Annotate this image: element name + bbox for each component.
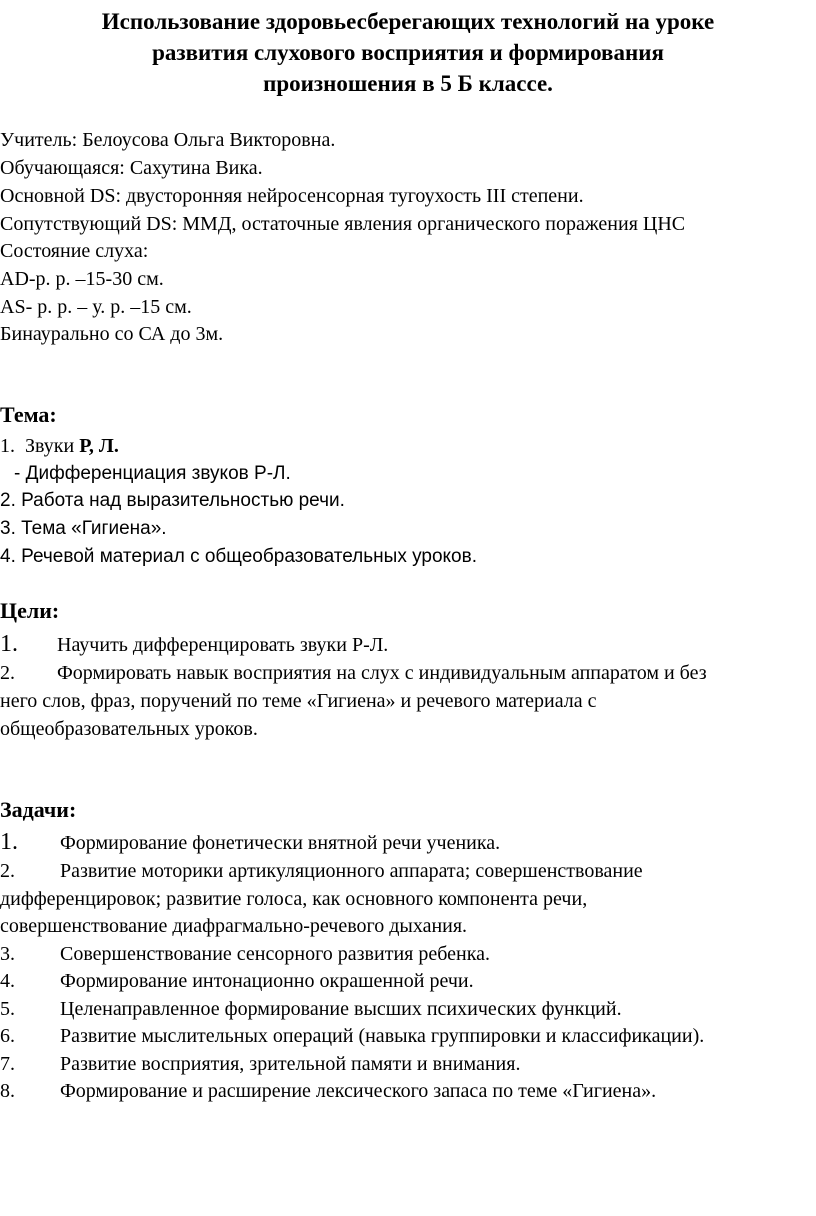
zadachi-item-8-num: 8. bbox=[0, 1080, 15, 1102]
zadachi-item-3-num: 3. bbox=[0, 943, 15, 965]
zadachi-heading: Задачи: bbox=[0, 797, 77, 822]
celi-item-2-line-2: него слов, фраз, поручений по теме «Гигиена» и речевого материала с bbox=[0, 690, 597, 712]
celi-item-2-line-1: Формировать навык восприятия на слух с индивидуальным аппаратом и без bbox=[57, 662, 707, 684]
tema-sub-item: - Дифференциация звуков Р-Л. bbox=[14, 463, 291, 484]
tema-item-2: 2. Работа над выразительностью речи. bbox=[0, 490, 345, 511]
celi-item-1 bbox=[0, 631, 388, 658]
zadachi-item-5 bbox=[0, 996, 622, 1022]
zadachi-item-1-text: Формирование фонетически внятной речи ученика. bbox=[60, 832, 501, 854]
tema-item-1-text: Звуки bbox=[25, 435, 80, 457]
zadachi-item-4 bbox=[0, 968, 474, 994]
tema-item-3: 3. Тема «Гигиена». bbox=[0, 518, 167, 539]
zadachi-item-7-num: 7. bbox=[0, 1053, 15, 1075]
zadachi-item-6-num: 6. bbox=[0, 1025, 15, 1047]
zadachi-item-7 bbox=[0, 1051, 520, 1077]
celi-heading: Цели: bbox=[0, 598, 60, 623]
student-line: Обучающаяся: Сахутина Вика. bbox=[0, 157, 263, 179]
celi-item-2 bbox=[0, 660, 707, 686]
ad-hearing-line: AD-р. р. –15-30 см. bbox=[0, 268, 164, 290]
zadachi-item-8 bbox=[0, 1078, 656, 1104]
teacher-line: Учитель: Белоусова Ольга Викторовна. bbox=[0, 129, 336, 151]
zadachi-item-4-text: Формирование интонационно окрашенной речи. bbox=[60, 970, 474, 992]
tema-item-1-bold: Р, Л. bbox=[79, 435, 119, 457]
zadachi-item-7-text: Развитие восприятия, зрительной памяти и внимания. bbox=[60, 1053, 521, 1075]
as-hearing-line: AS- р. р. – у. р. –15 см. bbox=[0, 296, 192, 318]
zadachi-item-6 bbox=[0, 1023, 704, 1049]
binaural-line: Бинаурально со СА до 3м. bbox=[0, 323, 224, 345]
zadachi-item-6-text: Развитие мыслительных операций (навыка группировки и классификации). bbox=[60, 1025, 705, 1047]
celi-item-2-num: 2. bbox=[0, 662, 15, 684]
zadachi-item-2-text: Развитие моторики артикуляционного аппарата; совершенствование bbox=[60, 860, 643, 882]
zadachi-item-2-cont-2: совершенствование диафрагмально-речевого дыхания. bbox=[0, 915, 468, 937]
celi-item-2-line-3: общеобразовательных уроков. bbox=[0, 718, 258, 740]
title-line-2: развития слухового восприятия и формирования bbox=[152, 40, 664, 65]
zadachi-item-4-num: 4. bbox=[0, 970, 15, 992]
tema-item-4: 4. Речевой материал с общеобразовательных уроков. bbox=[0, 546, 477, 567]
tema-item-1-num: 1. bbox=[0, 435, 15, 457]
title-line-3: произношения в 5 Б классе. bbox=[263, 71, 553, 96]
zadachi-item-8-text: Формирование и расширение лексического запаса по теме «Гигиена». bbox=[60, 1080, 657, 1102]
secondary-diagnosis-line: Сопутствующий DS: ММД, остаточные явления органического поражения ЦНС bbox=[0, 213, 686, 235]
tema-item-1 bbox=[0, 433, 119, 459]
document-title bbox=[0, 6, 816, 99]
zadachi-item-1 bbox=[0, 829, 500, 856]
celi-item-1-num: 1. bbox=[0, 631, 18, 657]
zadachi-item-3 bbox=[0, 941, 490, 967]
zadachi-item-2 bbox=[0, 858, 643, 884]
celi-item-1-text: Научить дифференцировать звуки Р-Л. bbox=[57, 634, 389, 656]
zadachi-item-2-cont-1: дифференцировок; развитие голоса, как основного компонента речи, bbox=[0, 888, 588, 910]
zadachi-item-5-num: 5. bbox=[0, 998, 15, 1020]
zadachi-item-5-text: Целенаправленное формирование высших психических функций. bbox=[60, 998, 622, 1020]
main-diagnosis-line: Основной DS: двусторонняя нейросенсорная тугоухость III степени. bbox=[0, 185, 584, 207]
tema-heading: Тема: bbox=[0, 402, 57, 427]
zadachi-item-1-num: 1. bbox=[0, 829, 18, 855]
title-line-1: Использование здоровьесберегающих технологий на уроке bbox=[101, 9, 715, 34]
zadachi-item-3-text: Совершенствование сенсорного развития ребенка. bbox=[60, 943, 490, 965]
hearing-state-label: Состояние слуха: bbox=[0, 240, 149, 262]
zadachi-item-2-num: 2. bbox=[0, 860, 15, 882]
